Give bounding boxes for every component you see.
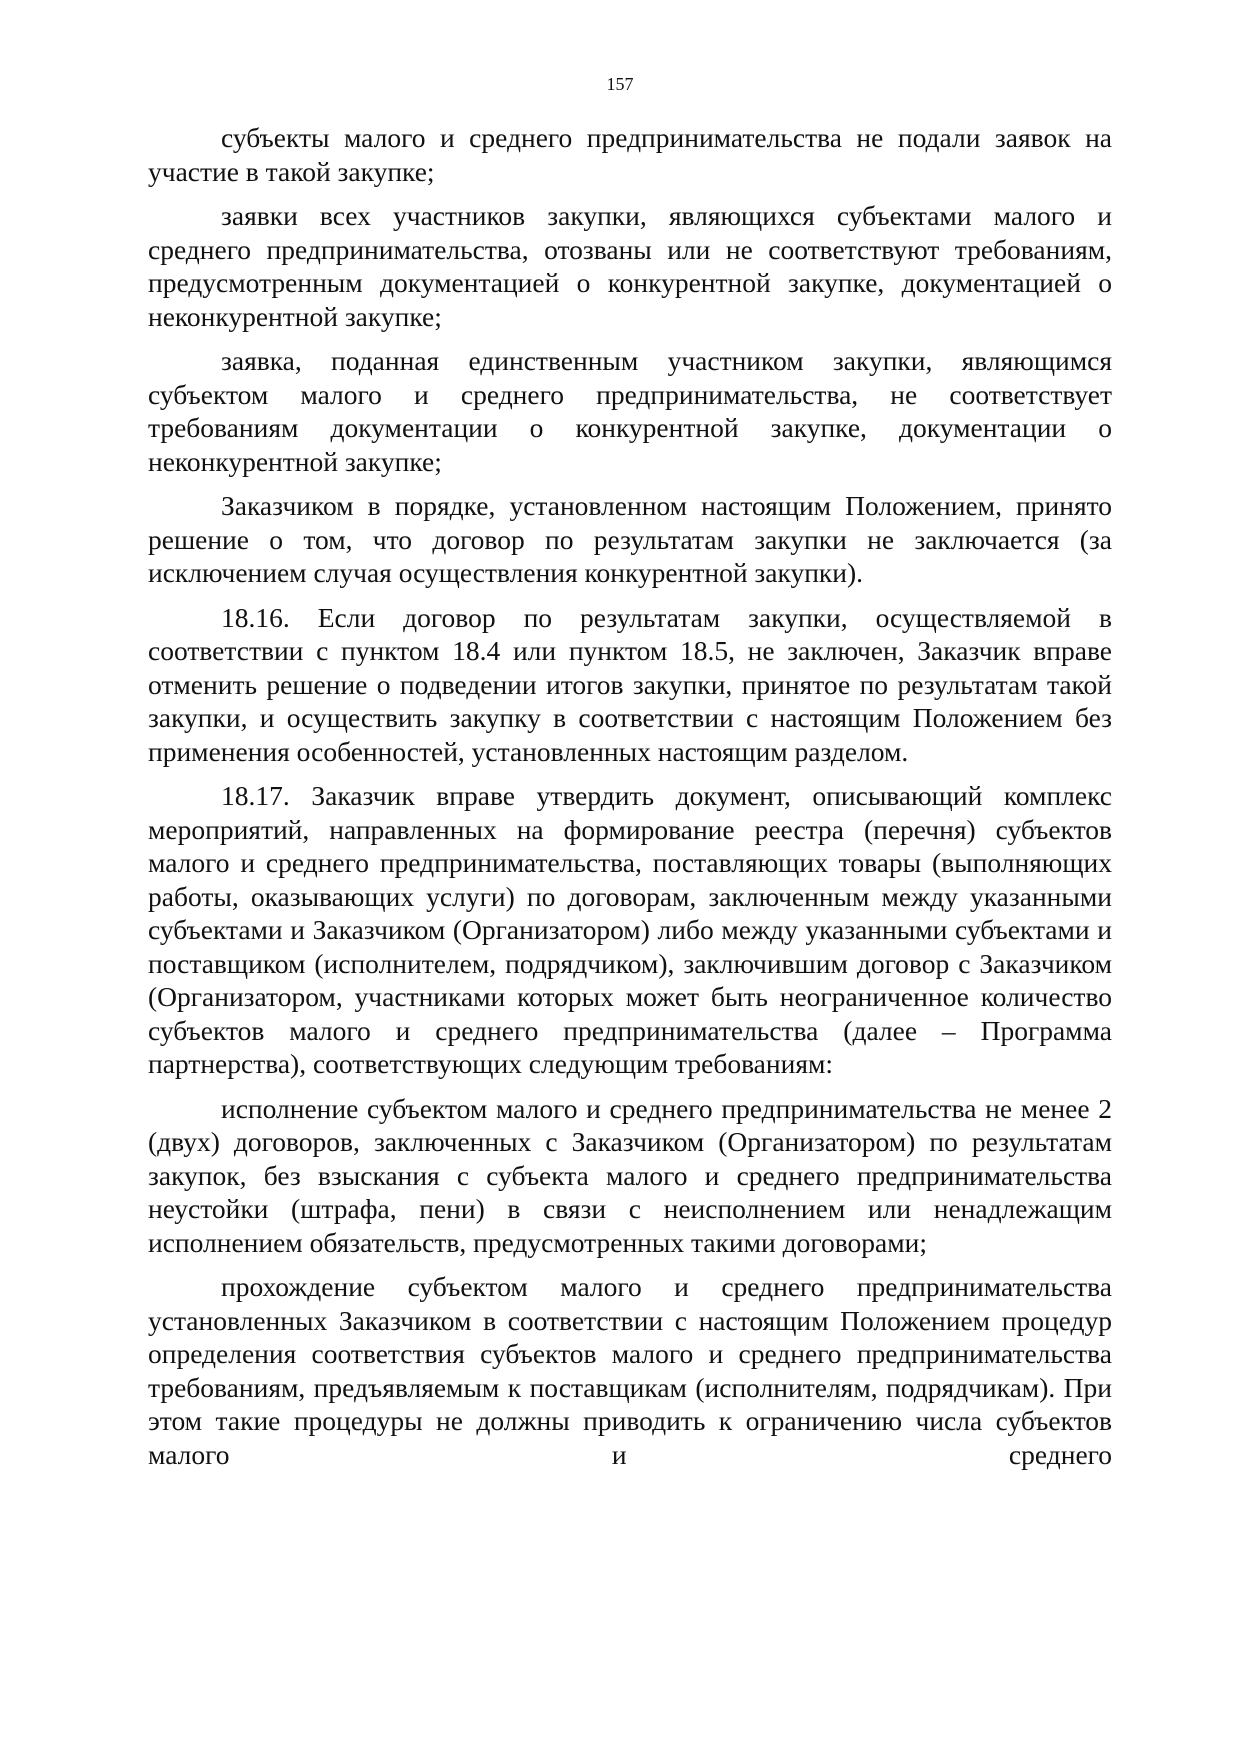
paragraph-requirement-contracts: исполнение субъектом малого и среднего предпринимательства не менее 2 (двух) договоров, заключенных с Заказчиком (Организатором) по результатам закупок, без взыскания с субъекта малого и среднего предпринимательства неустойки (штрафа, пени) в связи с неисполнением или ненадлежащим исполнением обязательств, предусмотренных такими договорами; (148, 1092, 1112, 1258)
paragraph-contract-not-concluded: Заказчиком в порядке, установленном настоящим Положением, принято решение о том, что договор по результатам закупки не заключается (за исключением случая осуществления конкурентной закупки). (148, 490, 1112, 588)
paragraph-single-application-noncompliant: заявка, поданная единственным участником закупки, являющимся субъектом малого и среднего предпринимательства, не соответствует требованиям документации о конкурентной закупке, документации о неконкурентной закупке; (148, 345, 1112, 477)
paragraph-18-16: 18.16. Если договор по результатам закупки, осуществляемой в соответствии с пунктом 18.4 или пунктом 18.5, не заключен, Заказчик вправе отменить решение о подведении итогов закупки, принятое по результатам такой закупки, и осуществить закупку в соответствии с настоящим Положением без применения особенностей, установленных настоящим разделом. (148, 601, 1112, 767)
page-number: 157 (606, 74, 634, 94)
paragraph-18-17: 18.17. Заказчик вправе утвердить документ, описывающий комплекс мероприятий, направленных на формирование реестра (перечня) субъектов малого и среднего предпринимательства, поставляющих товары (выполняющих работы, оказывающих услуги) по договорам, заключенным между указанными субъектами и Заказчиком (Организатором) либо между указанными субъектами и поставщиком (исполнителем, подрядчиком), заключившим договор с Заказчиком (Организатором, участниками которых может быть неограниченное количество субъектов малого и среднего предпринимательства (далее – Программа партнерства), соответствующих следующим требованиям: (148, 780, 1112, 1079)
document-body (148, 121, 1112, 1482)
paragraph-smp-no-applications: субъекты малого и среднего предпринимательства не подали заявок на участие в такой закупке; (148, 122, 1112, 187)
paragraph-requirement-procedures: прохождение субъектом малого и среднего предпринимательства установленных Заказчиком в соответствии с настоящим Положением процедур определения соответствия субъектов малого и среднего предпринимательства требованиям, предъявляемым к поставщикам (исполнителям, подрядчикам). При этом такие процедуры не должны приводить к ограничению числа субъектов малого и среднего (148, 1271, 1112, 1470)
paragraph-applications-withdrawn: заявки всех участников закупки, являющихся субъектами малого и среднего предпринимательства, отозваны или не соответствуют требованиям, предусмотренным документацией о конкурентной закупке, документацией о неконкурентной закупке; (148, 200, 1112, 332)
